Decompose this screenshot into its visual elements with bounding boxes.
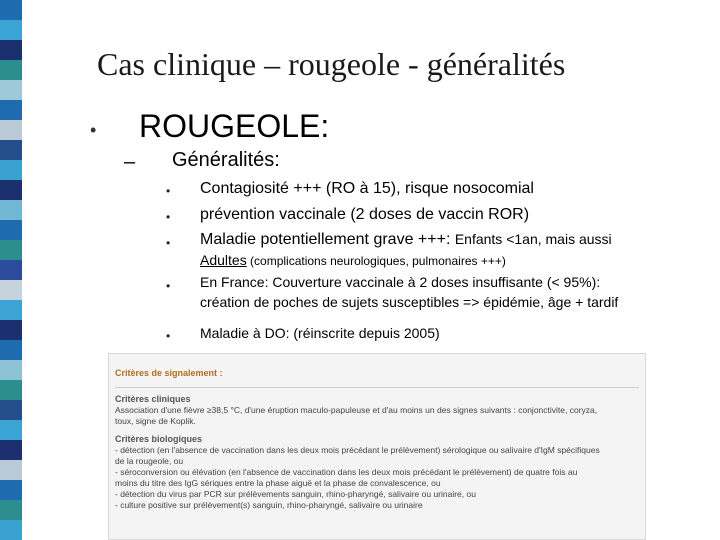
item-france-line1: En France: Couverture vaccinale à 2 doses insuffisante (< 95%):	[200, 274, 601, 290]
stripe-square	[0, 140, 22, 160]
clinical-criteria-line: Association d'une fièvre ≥38,5 °C, d'une éruption maculo-papuleuse et d'au moins un des signes suivants : conjonctivite, coryza,	[115, 405, 598, 415]
item-bullet: •	[166, 279, 171, 293]
stripe-square	[0, 200, 22, 220]
item-france-line2: création de poches de sujets susceptibles => épidémie, âge + tardif	[200, 294, 619, 310]
stripe-square	[0, 120, 22, 140]
bio-criteria-line: - détection du virus par PCR sur prélèvements sanguin, rhino-pharyngé, salivaire ou urinaire, ou	[115, 489, 476, 499]
stripe-square	[0, 360, 22, 380]
adultes-text: Adultes	[200, 252, 247, 268]
bio-criteria-line: - culture positive sur prélèvement(s) sanguin, rhino-pharyngé, salivaire ou urinaire	[115, 500, 423, 510]
clinical-criteria-line: toux, signe de Koplik.	[115, 416, 196, 426]
stripe-square	[0, 40, 22, 60]
item-maladie-grave	[200, 231, 612, 249]
complications-text: (complications neurologiques, pulmonaires +++)	[246, 254, 506, 268]
stripe-square	[0, 180, 22, 200]
panel-divider	[115, 387, 639, 388]
level2-heading: Généralités:	[172, 149, 280, 171]
stripe-square	[0, 0, 22, 20]
bio-criteria-line: moins du titre des IgG sériques entre la phase aiguë et la phase de convalescence, ou	[115, 478, 441, 488]
level1-bullet: •	[90, 120, 97, 140]
stripe-square	[0, 420, 22, 440]
stripe-square	[0, 20, 22, 40]
stripe-square	[0, 280, 22, 300]
bio-criteria-line: - détection (en l'absence de vaccination dans les deux mois précédant le prélèvement) sérologique ou salivaire d'IgM spécifiques	[115, 445, 600, 455]
stripe-square	[0, 80, 22, 100]
bio-criteria-title: Critères biologiques	[115, 434, 203, 444]
level2-dash: –	[124, 151, 136, 173]
stripe-square	[0, 380, 22, 400]
bio-criteria-line: - séroconversion ou élévation (en l'absence de vaccination dans les deux mois précédant le prélèvement) de quatre fois au	[115, 467, 578, 477]
stripe-square	[0, 320, 22, 340]
slide-title: Cas clinique – rougeole - généralités	[97, 46, 566, 82]
item-bullet: •	[166, 210, 171, 224]
item-contagiosite: Contagiosité +++ (RO à 15), risque nosocomial	[200, 180, 534, 197]
stripe-square	[0, 440, 22, 460]
stripe-square	[0, 60, 22, 80]
bio-criteria-line: de la rougeole, ou	[115, 456, 184, 466]
stripe-square	[0, 260, 22, 280]
stripe-square	[0, 400, 22, 420]
item-bullet: •	[166, 236, 171, 250]
item-maladie-grave-main: Maladie potentiellement grave +++:	[200, 231, 455, 248]
stripe-square	[0, 220, 22, 240]
stripe-square	[0, 160, 22, 180]
stripe-square	[0, 460, 22, 480]
clinical-criteria-title: Critères cliniques	[115, 394, 191, 404]
item-do: Maladie à DO: (réinscrite depuis 2005)	[200, 325, 440, 341]
stripe-square	[0, 300, 22, 320]
item-maladie-grave-line2	[200, 252, 506, 270]
panel-header: Critères de signalement :	[115, 368, 223, 378]
stripe-square	[0, 100, 22, 120]
item-maladie-grave-small: Enfants <1an, mais aussi	[454, 231, 612, 247]
item-prevention: prévention vaccinale (2 doses de vaccin ROR)	[200, 206, 530, 223]
item-bullet: •	[166, 329, 171, 343]
stripe-square	[0, 340, 22, 360]
stripe-square	[0, 520, 22, 540]
stripe-square	[0, 480, 22, 500]
level1-heading: ROUGEOLE:	[139, 108, 330, 144]
criteria-screenshot-panel	[108, 353, 646, 540]
stripe-square	[0, 500, 22, 520]
item-bullet: •	[166, 184, 171, 198]
decorative-stripe	[0, 0, 22, 540]
stripe-square	[0, 240, 22, 260]
